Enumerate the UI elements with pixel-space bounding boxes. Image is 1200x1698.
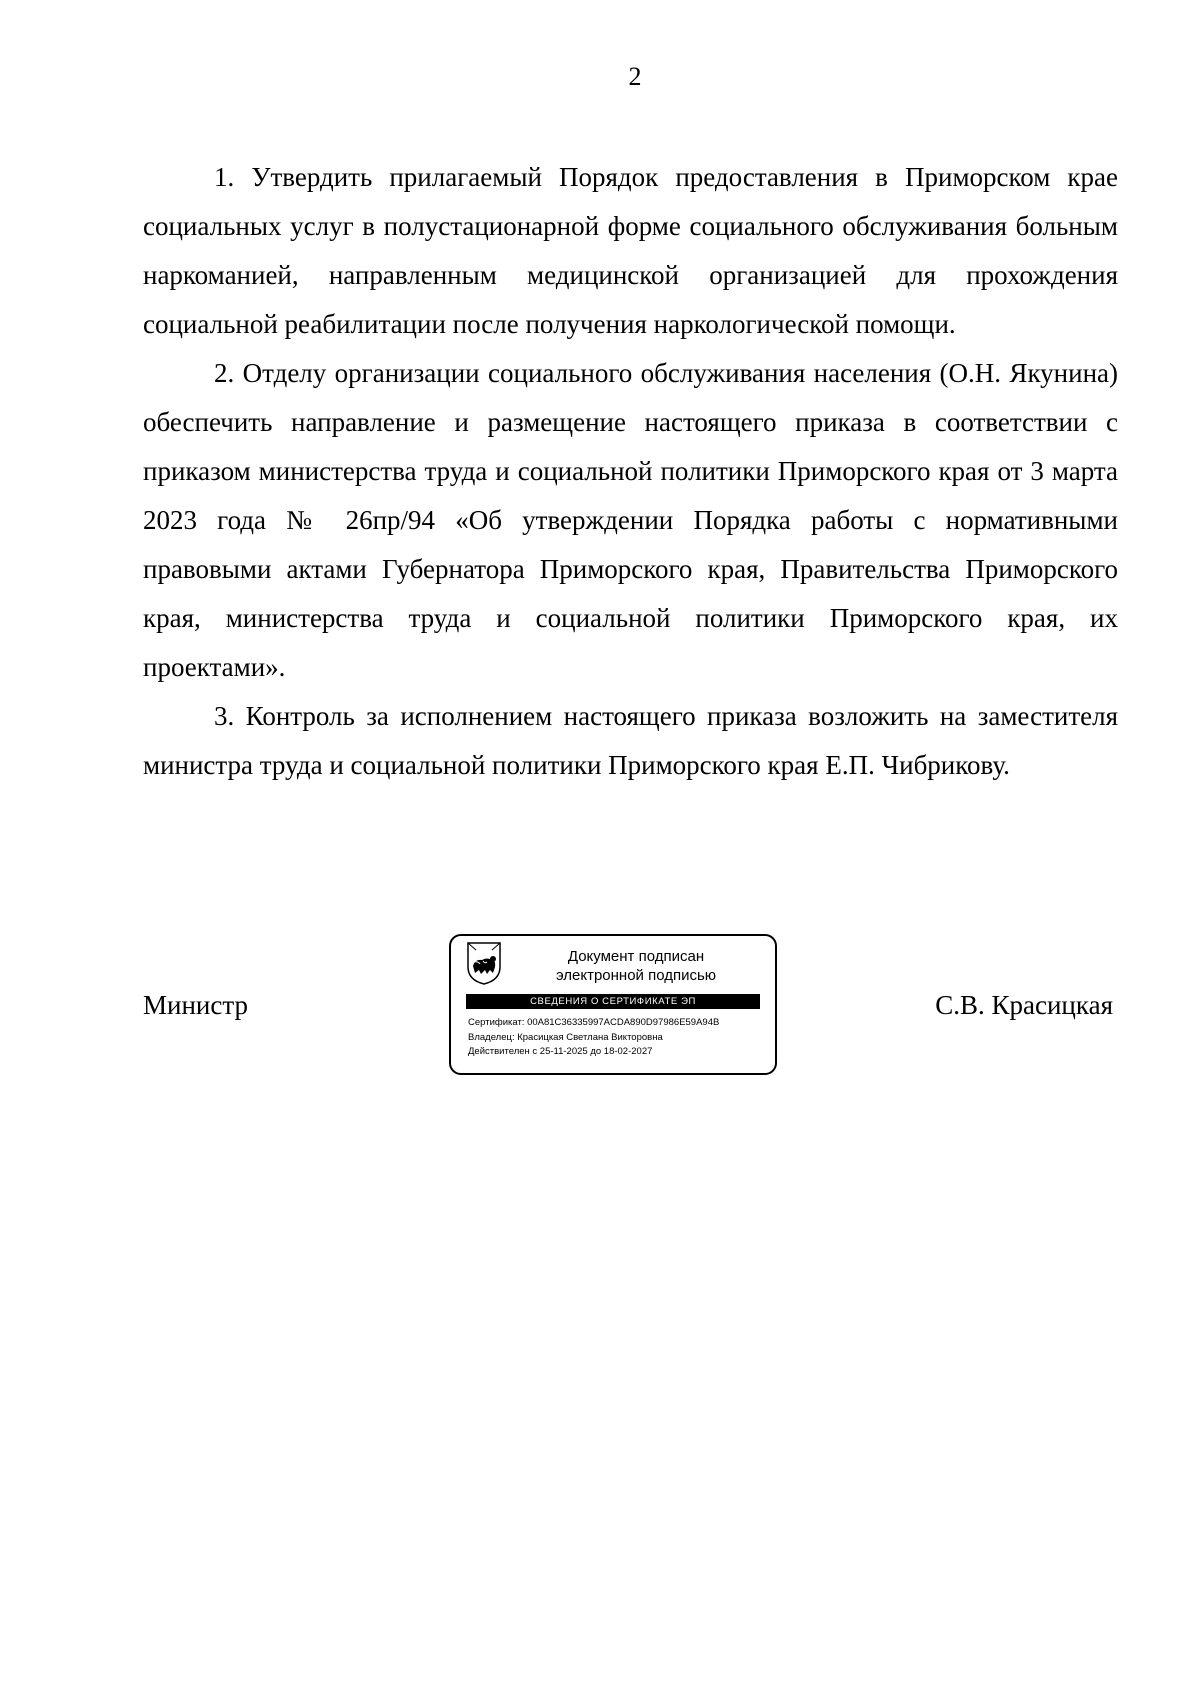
- electronic-signature-stamp: [449, 934, 777, 1075]
- paragraph-3: 3. Контроль за исполнением настоящего приказа возложить на заместителя министра труда и социальной политики Приморского края Е.П. Чибрикову.: [143, 701, 1118, 780]
- signer-name: С.В. Красицкая: [935, 990, 1113, 1020]
- certificate-owner: Владелец: Красицкая Светлана Викторовна: [468, 1031, 663, 1043]
- document-body: [143, 153, 1118, 790]
- certificate-info-bar: СВЕДЕНИЯ О СЕРТИФИКАТЕ ЭП: [466, 994, 760, 1009]
- certificate-details: [468, 1016, 719, 1060]
- stamp-title: [511, 947, 761, 985]
- certificate-number: Сертификат: 00A81C36335997ACDA890D97986E59A94B: [468, 1017, 720, 1028]
- primorsky-tiger-emblem-icon: [465, 940, 503, 986]
- paragraph-1: 1. Утвердить прилагаемый Порядок предоставления в Приморском крае социальных услуг в полустационарной форме социального обслуживания больным наркоманией, направленным медицинской организацией для прохождения социальной реабилитации после получения наркологической помощи.: [143, 162, 1118, 339]
- stamp-title-line1: Документ подписан: [567, 948, 705, 965]
- page-number: 2: [628, 62, 642, 91]
- certificate-validity: Действителен с 25-11-2025 до 18-02-2027: [468, 1046, 653, 1057]
- paragraph-2: 2. Отделу организации социального обслуживания населения (О.Н. Якунина) обеспечить направление и размещение настоящего приказа в соответствии с приказом министерства труда и социальной политики Приморского края от 3 марта 2023 года № 26пр/94 «Об утверждении Порядка работы с нормативными правовыми актами Губернатора Приморского края, Правительства Приморского края, министерства труда и социальной политики Приморского края, их проектами».: [143, 358, 1118, 682]
- stamp-title-line2: электронной подписью: [555, 967, 717, 984]
- signer-position: Министр: [143, 990, 248, 1020]
